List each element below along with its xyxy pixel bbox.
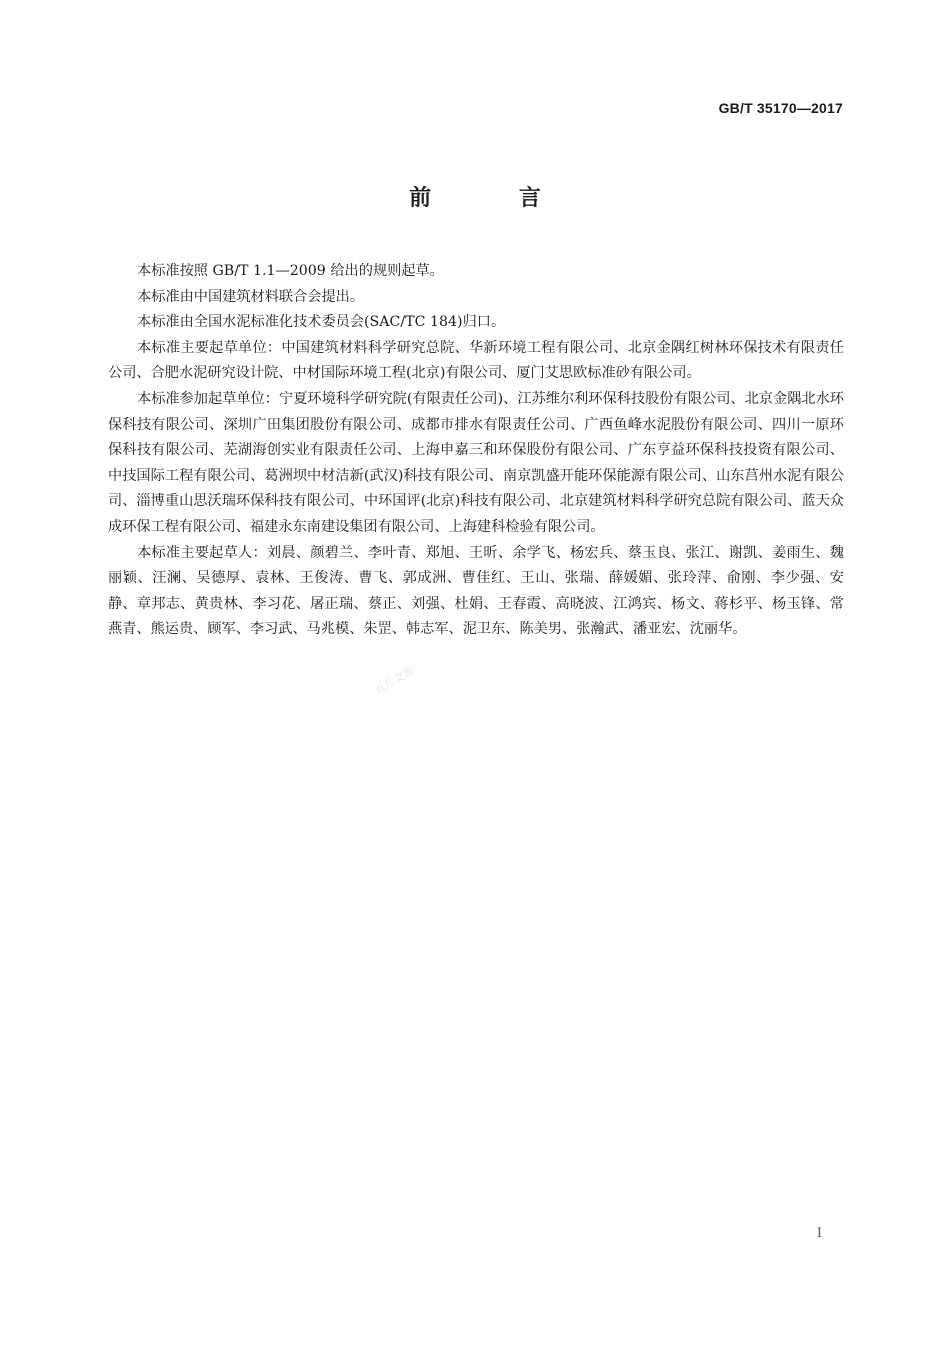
paragraph-main-drafting-units: 本标准主要起草单位：中国建筑材料科学研究总院、华新环境工程有限公司、北京金隅红树林环保技术有限责任公司、合肥水泥研究设计院、中材国际环境工程(北京)有限公司、厦门艾思欧标准砂有限公司。 — [108, 339, 844, 382]
page-title: 前 言 — [409, 186, 581, 211]
paragraph-main-drafters: 本标准主要起草人：刘晨、颜碧兰、李叶青、郑旭、王昕、余学飞、杨宏兵、蔡玉良、张江、谢凯、姜雨生、魏丽颖、汪澜、吴德厚、袁林、王俊涛、曹飞、郭成洲、曹佳红、王山、张瑞、薛媛媚、张玲萍、俞刚、李少强、安静、章邦志、黄贵林、李习花、屠正瑞、蔡正、刘强、杜娟、王春霞、高晓波、江鸿宾、杨文、蒋杉平、杨玉锋、常燕青、熊运贵、顾军、李习武、马兆模、朱罡、韩志军、泥卫东、陈美男、张瀚武、潘亚宏、沈丽华。 — [108, 544, 844, 638]
document-number: GB/T 35170—2017 — [718, 100, 843, 116]
paragraph-drafting-rules: 本标准按照 GB/T 1.1—2009 给出的规则起草。 — [137, 263, 444, 279]
page-number: I — [816, 1226, 822, 1241]
paragraph-participating-units: 本标准参加起草单位：宁夏环境科学研究院(有限责任公司)、江苏维尔利环保科技股份有限公司、北京金隅北水环保科技有限公司、深圳广田集团股份有限公司、成都市排水有限责任公司、广西鱼峰水泥股份有限公司、四川一原环保科技有限公司、芜湖海创实业有限责任公司、上海申嘉三和环保股份有限公司、广东亨益环保科技投资有限公司、中技国际工程有限公司、葛洲坝中材洁新(武汉)科技有限公司、南京凯盛开能环保能源有限公司、山东莒州水泥有限公司、淄博重山思沃瑞环保科技有限公司、中环国评(北京)科技有限公司、北京建筑材料科学研究总院有限公司、蓝天众成环保工程有限公司、福建永东南建设集团有限公司、上海建科检验有限公司。 — [108, 390, 844, 535]
paragraph-proposer: 本标准由中国建筑材料联合会提出。 — [137, 288, 365, 305]
watermark: 五八文库 — [371, 664, 417, 697]
foreword-body — [108, 259, 844, 643]
paragraph-technical-committee: 本标准由全国水泥标准化技术委员会(SAC/TC 184)归口。 — [137, 314, 506, 331]
